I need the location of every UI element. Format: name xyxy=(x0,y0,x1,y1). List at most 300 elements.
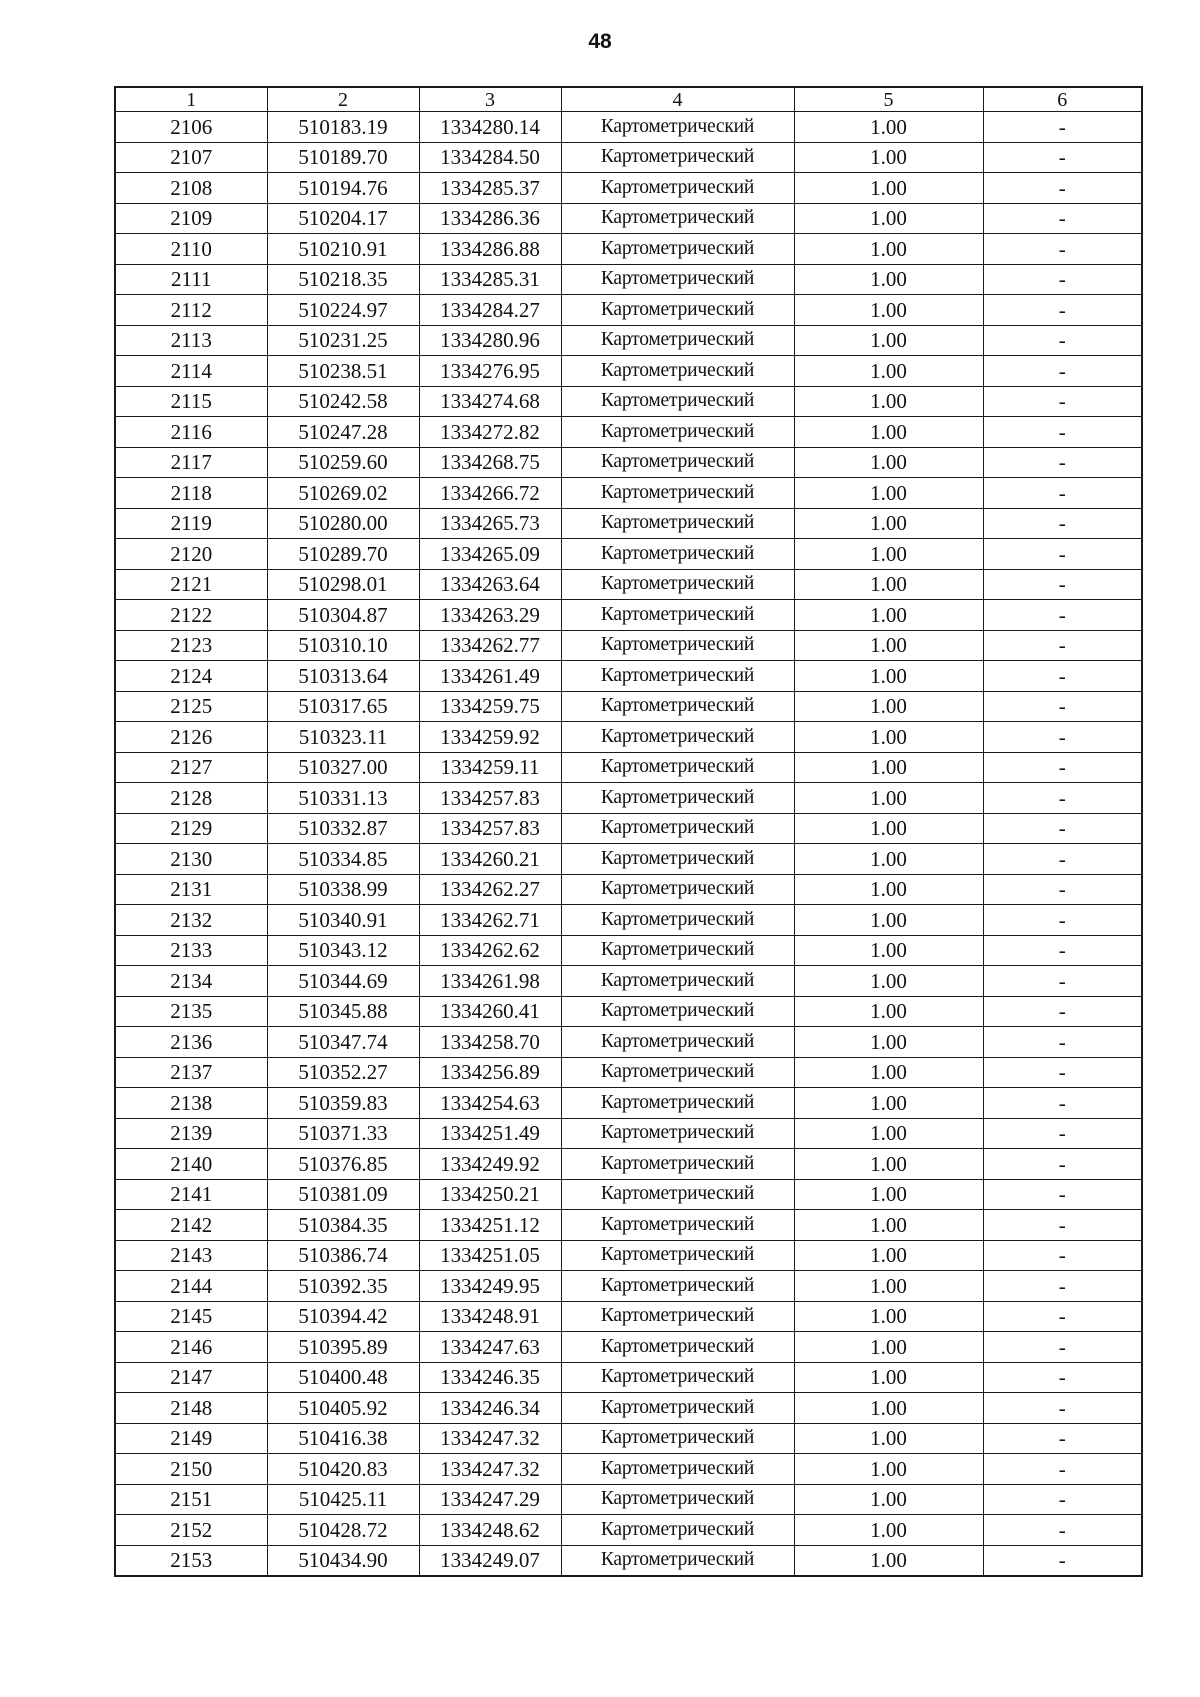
x-coordinate-cell: 510400.48 xyxy=(267,1362,419,1393)
column-header: 1 xyxy=(115,87,267,112)
note-cell: - xyxy=(983,264,1142,295)
x-coordinate-cell: 510269.02 xyxy=(267,478,419,509)
y-coordinate-cell: 1334272.82 xyxy=(419,417,561,448)
note-cell: - xyxy=(983,844,1142,875)
x-coordinate-cell: 510224.97 xyxy=(267,295,419,326)
x-coordinate-cell: 510343.12 xyxy=(267,935,419,966)
method-cell: Картометрический xyxy=(561,295,794,326)
point-number-cell: 2135 xyxy=(115,996,267,1027)
note-cell: - xyxy=(983,386,1142,417)
method-cell: Картометрический xyxy=(561,203,794,234)
x-coordinate-cell: 510434.90 xyxy=(267,1545,419,1576)
y-coordinate-cell: 1334254.63 xyxy=(419,1088,561,1119)
point-number-cell: 2123 xyxy=(115,630,267,661)
x-coordinate-cell: 510359.83 xyxy=(267,1088,419,1119)
y-coordinate-cell: 1334285.31 xyxy=(419,264,561,295)
method-cell: Картометрический xyxy=(561,1118,794,1149)
y-coordinate-cell: 1334262.27 xyxy=(419,874,561,905)
note-cell: - xyxy=(983,783,1142,814)
y-coordinate-cell: 1334251.49 xyxy=(419,1118,561,1149)
accuracy-cell: 1.00 xyxy=(794,874,983,905)
table-row xyxy=(115,1454,1142,1485)
y-coordinate-cell: 1334246.35 xyxy=(419,1362,561,1393)
method-cell: Картометрический xyxy=(561,417,794,448)
note-cell: - xyxy=(983,813,1142,844)
y-coordinate-cell: 1334261.49 xyxy=(419,661,561,692)
method-cell: Картометрический xyxy=(561,935,794,966)
table-row xyxy=(115,1210,1142,1241)
y-coordinate-cell: 1334249.07 xyxy=(419,1545,561,1576)
table-row xyxy=(115,539,1142,570)
note-cell: - xyxy=(983,1393,1142,1424)
table-row xyxy=(115,173,1142,204)
table-row xyxy=(115,600,1142,631)
x-coordinate-cell: 510247.28 xyxy=(267,417,419,448)
table-row xyxy=(115,722,1142,753)
method-cell: Картометрический xyxy=(561,173,794,204)
y-coordinate-cell: 1334286.36 xyxy=(419,203,561,234)
y-coordinate-cell: 1334257.83 xyxy=(419,783,561,814)
method-cell: Картометрический xyxy=(561,996,794,1027)
method-cell: Картометрический xyxy=(561,1240,794,1271)
note-cell: - xyxy=(983,1362,1142,1393)
point-number-cell: 2141 xyxy=(115,1179,267,1210)
note-cell: - xyxy=(983,1423,1142,1454)
accuracy-cell: 1.00 xyxy=(794,1057,983,1088)
x-coordinate-cell: 510313.64 xyxy=(267,661,419,692)
method-cell: Картометрический xyxy=(561,722,794,753)
table-row xyxy=(115,1393,1142,1424)
x-coordinate-cell: 510189.70 xyxy=(267,142,419,173)
method-cell: Картометрический xyxy=(561,1301,794,1332)
method-cell: Картометрический xyxy=(561,600,794,631)
table-body xyxy=(115,112,1142,1577)
method-cell: Картометрический xyxy=(561,966,794,997)
point-number-cell: 2136 xyxy=(115,1027,267,1058)
method-cell: Картометрический xyxy=(561,630,794,661)
method-cell: Картометрический xyxy=(561,1057,794,1088)
table-row xyxy=(115,325,1142,356)
column-header: 6 xyxy=(983,87,1142,112)
note-cell: - xyxy=(983,691,1142,722)
accuracy-cell: 1.00 xyxy=(794,966,983,997)
table-row xyxy=(115,447,1142,478)
table-row xyxy=(115,264,1142,295)
note-cell: - xyxy=(983,1088,1142,1119)
point-number-cell: 2140 xyxy=(115,1149,267,1180)
point-number-cell: 2107 xyxy=(115,142,267,173)
table-row xyxy=(115,783,1142,814)
x-coordinate-cell: 510425.11 xyxy=(267,1484,419,1515)
accuracy-cell: 1.00 xyxy=(794,112,983,143)
y-coordinate-cell: 1334265.09 xyxy=(419,539,561,570)
table-row xyxy=(115,935,1142,966)
note-cell: - xyxy=(983,1515,1142,1546)
table-row xyxy=(115,844,1142,875)
accuracy-cell: 1.00 xyxy=(794,905,983,936)
y-coordinate-cell: 1334249.92 xyxy=(419,1149,561,1180)
accuracy-cell: 1.00 xyxy=(794,539,983,570)
y-coordinate-cell: 1334263.64 xyxy=(419,569,561,600)
x-coordinate-cell: 510384.35 xyxy=(267,1210,419,1241)
y-coordinate-cell: 1334259.75 xyxy=(419,691,561,722)
method-cell: Картометрический xyxy=(561,1149,794,1180)
table-row xyxy=(115,905,1142,936)
x-coordinate-cell: 510381.09 xyxy=(267,1179,419,1210)
note-cell: - xyxy=(983,1484,1142,1515)
method-cell: Картометрический xyxy=(561,661,794,692)
note-cell: - xyxy=(983,478,1142,509)
x-coordinate-cell: 510317.65 xyxy=(267,691,419,722)
x-coordinate-cell: 510386.74 xyxy=(267,1240,419,1271)
table-row xyxy=(115,1179,1142,1210)
note-cell: - xyxy=(983,569,1142,600)
table-row xyxy=(115,142,1142,173)
x-coordinate-cell: 510231.25 xyxy=(267,325,419,356)
table-row xyxy=(115,1057,1142,1088)
table-row xyxy=(115,1423,1142,1454)
table-row xyxy=(115,996,1142,1027)
x-coordinate-cell: 510394.42 xyxy=(267,1301,419,1332)
note-cell: - xyxy=(983,661,1142,692)
x-coordinate-cell: 510340.91 xyxy=(267,905,419,936)
accuracy-cell: 1.00 xyxy=(794,813,983,844)
point-number-cell: 2146 xyxy=(115,1332,267,1363)
point-number-cell: 2112 xyxy=(115,295,267,326)
table-row xyxy=(115,691,1142,722)
x-coordinate-cell: 510352.27 xyxy=(267,1057,419,1088)
note-cell: - xyxy=(983,600,1142,631)
point-number-cell: 2133 xyxy=(115,935,267,966)
point-number-cell: 2119 xyxy=(115,508,267,539)
point-number-cell: 2128 xyxy=(115,783,267,814)
table-row xyxy=(115,356,1142,387)
y-coordinate-cell: 1334257.83 xyxy=(419,813,561,844)
note-cell: - xyxy=(983,1179,1142,1210)
table-row xyxy=(115,478,1142,509)
note-cell: - xyxy=(983,1301,1142,1332)
table-row xyxy=(115,234,1142,265)
method-cell: Картометрический xyxy=(561,1362,794,1393)
table-row xyxy=(115,1301,1142,1332)
x-coordinate-cell: 510238.51 xyxy=(267,356,419,387)
accuracy-cell: 1.00 xyxy=(794,935,983,966)
table-header xyxy=(115,87,1142,112)
accuracy-cell: 1.00 xyxy=(794,508,983,539)
accuracy-cell: 1.00 xyxy=(794,630,983,661)
table-row xyxy=(115,508,1142,539)
point-number-cell: 2117 xyxy=(115,447,267,478)
note-cell: - xyxy=(983,295,1142,326)
x-coordinate-cell: 510327.00 xyxy=(267,752,419,783)
accuracy-cell: 1.00 xyxy=(794,447,983,478)
y-coordinate-cell: 1334249.95 xyxy=(419,1271,561,1302)
point-number-cell: 2124 xyxy=(115,661,267,692)
method-cell: Картометрический xyxy=(561,478,794,509)
column-header: 5 xyxy=(794,87,983,112)
y-coordinate-cell: 1334247.32 xyxy=(419,1423,561,1454)
accuracy-cell: 1.00 xyxy=(794,600,983,631)
point-number-cell: 2118 xyxy=(115,478,267,509)
accuracy-cell: 1.00 xyxy=(794,386,983,417)
table-row xyxy=(115,752,1142,783)
table-row xyxy=(115,1484,1142,1515)
point-number-cell: 2116 xyxy=(115,417,267,448)
x-coordinate-cell: 510242.58 xyxy=(267,386,419,417)
method-cell: Картометрический xyxy=(561,1423,794,1454)
accuracy-cell: 1.00 xyxy=(794,356,983,387)
point-number-cell: 2144 xyxy=(115,1271,267,1302)
accuracy-cell: 1.00 xyxy=(794,1362,983,1393)
point-number-cell: 2132 xyxy=(115,905,267,936)
column-header: 3 xyxy=(419,87,561,112)
point-number-cell: 2148 xyxy=(115,1393,267,1424)
point-number-cell: 2115 xyxy=(115,386,267,417)
point-number-cell: 2131 xyxy=(115,874,267,905)
note-cell: - xyxy=(983,417,1142,448)
x-coordinate-cell: 510332.87 xyxy=(267,813,419,844)
accuracy-cell: 1.00 xyxy=(794,1210,983,1241)
point-number-cell: 2122 xyxy=(115,600,267,631)
y-coordinate-cell: 1334284.50 xyxy=(419,142,561,173)
table-row xyxy=(115,1362,1142,1393)
accuracy-cell: 1.00 xyxy=(794,1027,983,1058)
note-cell: - xyxy=(983,112,1142,143)
method-cell: Картометрический xyxy=(561,1210,794,1241)
column-header: 2 xyxy=(267,87,419,112)
x-coordinate-cell: 510183.19 xyxy=(267,112,419,143)
x-coordinate-cell: 510194.76 xyxy=(267,173,419,204)
point-number-cell: 2139 xyxy=(115,1118,267,1149)
accuracy-cell: 1.00 xyxy=(794,1149,983,1180)
method-cell: Картометрический xyxy=(561,447,794,478)
method-cell: Картометрический xyxy=(561,813,794,844)
method-cell: Картометрический xyxy=(561,844,794,875)
method-cell: Картометрический xyxy=(561,691,794,722)
method-cell: Картометрический xyxy=(561,1027,794,1058)
accuracy-cell: 1.00 xyxy=(794,173,983,204)
table-row xyxy=(115,630,1142,661)
table-row xyxy=(115,295,1142,326)
method-cell: Картометрический xyxy=(561,874,794,905)
point-number-cell: 2110 xyxy=(115,234,267,265)
table-row xyxy=(115,1545,1142,1576)
point-number-cell: 2137 xyxy=(115,1057,267,1088)
x-coordinate-cell: 510371.33 xyxy=(267,1118,419,1149)
method-cell: Картометрический xyxy=(561,325,794,356)
x-coordinate-cell: 510280.00 xyxy=(267,508,419,539)
y-coordinate-cell: 1334247.29 xyxy=(419,1484,561,1515)
y-coordinate-cell: 1334261.98 xyxy=(419,966,561,997)
table-row xyxy=(115,1515,1142,1546)
method-cell: Картометрический xyxy=(561,112,794,143)
accuracy-cell: 1.00 xyxy=(794,1332,983,1363)
x-coordinate-cell: 510289.70 xyxy=(267,539,419,570)
note-cell: - xyxy=(983,874,1142,905)
accuracy-cell: 1.00 xyxy=(794,691,983,722)
method-cell: Картометрический xyxy=(561,264,794,295)
method-cell: Картометрический xyxy=(561,1332,794,1363)
note-cell: - xyxy=(983,447,1142,478)
point-number-cell: 2134 xyxy=(115,966,267,997)
method-cell: Картометрический xyxy=(561,1484,794,1515)
accuracy-cell: 1.00 xyxy=(794,203,983,234)
note-cell: - xyxy=(983,234,1142,265)
x-coordinate-cell: 510420.83 xyxy=(267,1454,419,1485)
y-coordinate-cell: 1334259.11 xyxy=(419,752,561,783)
table-row xyxy=(115,1332,1142,1363)
note-cell: - xyxy=(983,508,1142,539)
y-coordinate-cell: 1334247.32 xyxy=(419,1454,561,1485)
point-number-cell: 2151 xyxy=(115,1484,267,1515)
y-coordinate-cell: 1334246.34 xyxy=(419,1393,561,1424)
y-coordinate-cell: 1334262.77 xyxy=(419,630,561,661)
x-coordinate-cell: 510210.91 xyxy=(267,234,419,265)
y-coordinate-cell: 1334251.12 xyxy=(419,1210,561,1241)
point-number-cell: 2121 xyxy=(115,569,267,600)
x-coordinate-cell: 510392.35 xyxy=(267,1271,419,1302)
x-coordinate-cell: 510395.89 xyxy=(267,1332,419,1363)
y-coordinate-cell: 1334262.62 xyxy=(419,935,561,966)
method-cell: Картометрический xyxy=(561,905,794,936)
x-coordinate-cell: 510204.17 xyxy=(267,203,419,234)
point-number-cell: 2150 xyxy=(115,1454,267,1485)
method-cell: Картометрический xyxy=(561,1393,794,1424)
accuracy-cell: 1.00 xyxy=(794,661,983,692)
y-coordinate-cell: 1334248.62 xyxy=(419,1515,561,1546)
accuracy-cell: 1.00 xyxy=(794,264,983,295)
note-cell: - xyxy=(983,142,1142,173)
point-number-cell: 2114 xyxy=(115,356,267,387)
table-row xyxy=(115,1271,1142,1302)
note-cell: - xyxy=(983,1210,1142,1241)
method-cell: Картометрический xyxy=(561,234,794,265)
note-cell: - xyxy=(983,539,1142,570)
point-number-cell: 2109 xyxy=(115,203,267,234)
note-cell: - xyxy=(983,935,1142,966)
x-coordinate-cell: 510304.87 xyxy=(267,600,419,631)
table-row xyxy=(115,1088,1142,1119)
note-cell: - xyxy=(983,630,1142,661)
point-number-cell: 2113 xyxy=(115,325,267,356)
accuracy-cell: 1.00 xyxy=(794,295,983,326)
note-cell: - xyxy=(983,1118,1142,1149)
note-cell: - xyxy=(983,1545,1142,1576)
accuracy-cell: 1.00 xyxy=(794,1454,983,1485)
table-row xyxy=(115,966,1142,997)
table-row xyxy=(115,386,1142,417)
method-cell: Картометрический xyxy=(561,569,794,600)
accuracy-cell: 1.00 xyxy=(794,1515,983,1546)
accuracy-cell: 1.00 xyxy=(794,1393,983,1424)
x-coordinate-cell: 510344.69 xyxy=(267,966,419,997)
accuracy-cell: 1.00 xyxy=(794,142,983,173)
table-row xyxy=(115,1149,1142,1180)
point-number-cell: 2126 xyxy=(115,722,267,753)
table-row xyxy=(115,1118,1142,1149)
note-cell: - xyxy=(983,966,1142,997)
y-coordinate-cell: 1334268.75 xyxy=(419,447,561,478)
point-number-cell: 2120 xyxy=(115,539,267,570)
point-number-cell: 2129 xyxy=(115,813,267,844)
point-number-cell: 2149 xyxy=(115,1423,267,1454)
table-row xyxy=(115,569,1142,600)
method-cell: Картометрический xyxy=(561,539,794,570)
table-row xyxy=(115,1240,1142,1271)
x-coordinate-cell: 510331.13 xyxy=(267,783,419,814)
method-cell: Картометрический xyxy=(561,752,794,783)
x-coordinate-cell: 510298.01 xyxy=(267,569,419,600)
y-coordinate-cell: 1334248.91 xyxy=(419,1301,561,1332)
method-cell: Картометрический xyxy=(561,508,794,539)
point-number-cell: 2125 xyxy=(115,691,267,722)
table-row xyxy=(115,112,1142,143)
note-cell: - xyxy=(983,905,1142,936)
note-cell: - xyxy=(983,1332,1142,1363)
accuracy-cell: 1.00 xyxy=(794,996,983,1027)
y-coordinate-cell: 1334274.68 xyxy=(419,386,561,417)
accuracy-cell: 1.00 xyxy=(794,478,983,509)
x-coordinate-cell: 510310.10 xyxy=(267,630,419,661)
coordinates-table xyxy=(114,86,1143,1577)
table-row xyxy=(115,417,1142,448)
note-cell: - xyxy=(983,356,1142,387)
table-row xyxy=(115,813,1142,844)
x-coordinate-cell: 510347.74 xyxy=(267,1027,419,1058)
y-coordinate-cell: 1334250.21 xyxy=(419,1179,561,1210)
accuracy-cell: 1.00 xyxy=(794,325,983,356)
y-coordinate-cell: 1334280.14 xyxy=(419,112,561,143)
method-cell: Картометрический xyxy=(561,1454,794,1485)
x-coordinate-cell: 510376.85 xyxy=(267,1149,419,1180)
accuracy-cell: 1.00 xyxy=(794,417,983,448)
point-number-cell: 2152 xyxy=(115,1515,267,1546)
accuracy-cell: 1.00 xyxy=(794,1423,983,1454)
x-coordinate-cell: 510338.99 xyxy=(267,874,419,905)
y-coordinate-cell: 1334280.96 xyxy=(419,325,561,356)
y-coordinate-cell: 1334262.71 xyxy=(419,905,561,936)
note-cell: - xyxy=(983,203,1142,234)
y-coordinate-cell: 1334276.95 xyxy=(419,356,561,387)
point-number-cell: 2147 xyxy=(115,1362,267,1393)
column-header: 4 xyxy=(561,87,794,112)
accuracy-cell: 1.00 xyxy=(794,783,983,814)
y-coordinate-cell: 1334258.70 xyxy=(419,1027,561,1058)
note-cell: - xyxy=(983,1149,1142,1180)
y-coordinate-cell: 1334247.63 xyxy=(419,1332,561,1363)
note-cell: - xyxy=(983,1027,1142,1058)
accuracy-cell: 1.00 xyxy=(794,722,983,753)
point-number-cell: 2143 xyxy=(115,1240,267,1271)
accuracy-cell: 1.00 xyxy=(794,1271,983,1302)
method-cell: Картометрический xyxy=(561,1088,794,1119)
method-cell: Картометрический xyxy=(561,1545,794,1576)
y-coordinate-cell: 1334256.89 xyxy=(419,1057,561,1088)
accuracy-cell: 1.00 xyxy=(794,1240,983,1271)
point-number-cell: 2153 xyxy=(115,1545,267,1576)
accuracy-cell: 1.00 xyxy=(794,752,983,783)
y-coordinate-cell: 1334260.21 xyxy=(419,844,561,875)
note-cell: - xyxy=(983,996,1142,1027)
note-cell: - xyxy=(983,1240,1142,1271)
note-cell: - xyxy=(983,173,1142,204)
y-coordinate-cell: 1334251.05 xyxy=(419,1240,561,1271)
method-cell: Картометрический xyxy=(561,386,794,417)
x-coordinate-cell: 510218.35 xyxy=(267,264,419,295)
point-number-cell: 2145 xyxy=(115,1301,267,1332)
y-coordinate-cell: 1334259.92 xyxy=(419,722,561,753)
table-row xyxy=(115,203,1142,234)
